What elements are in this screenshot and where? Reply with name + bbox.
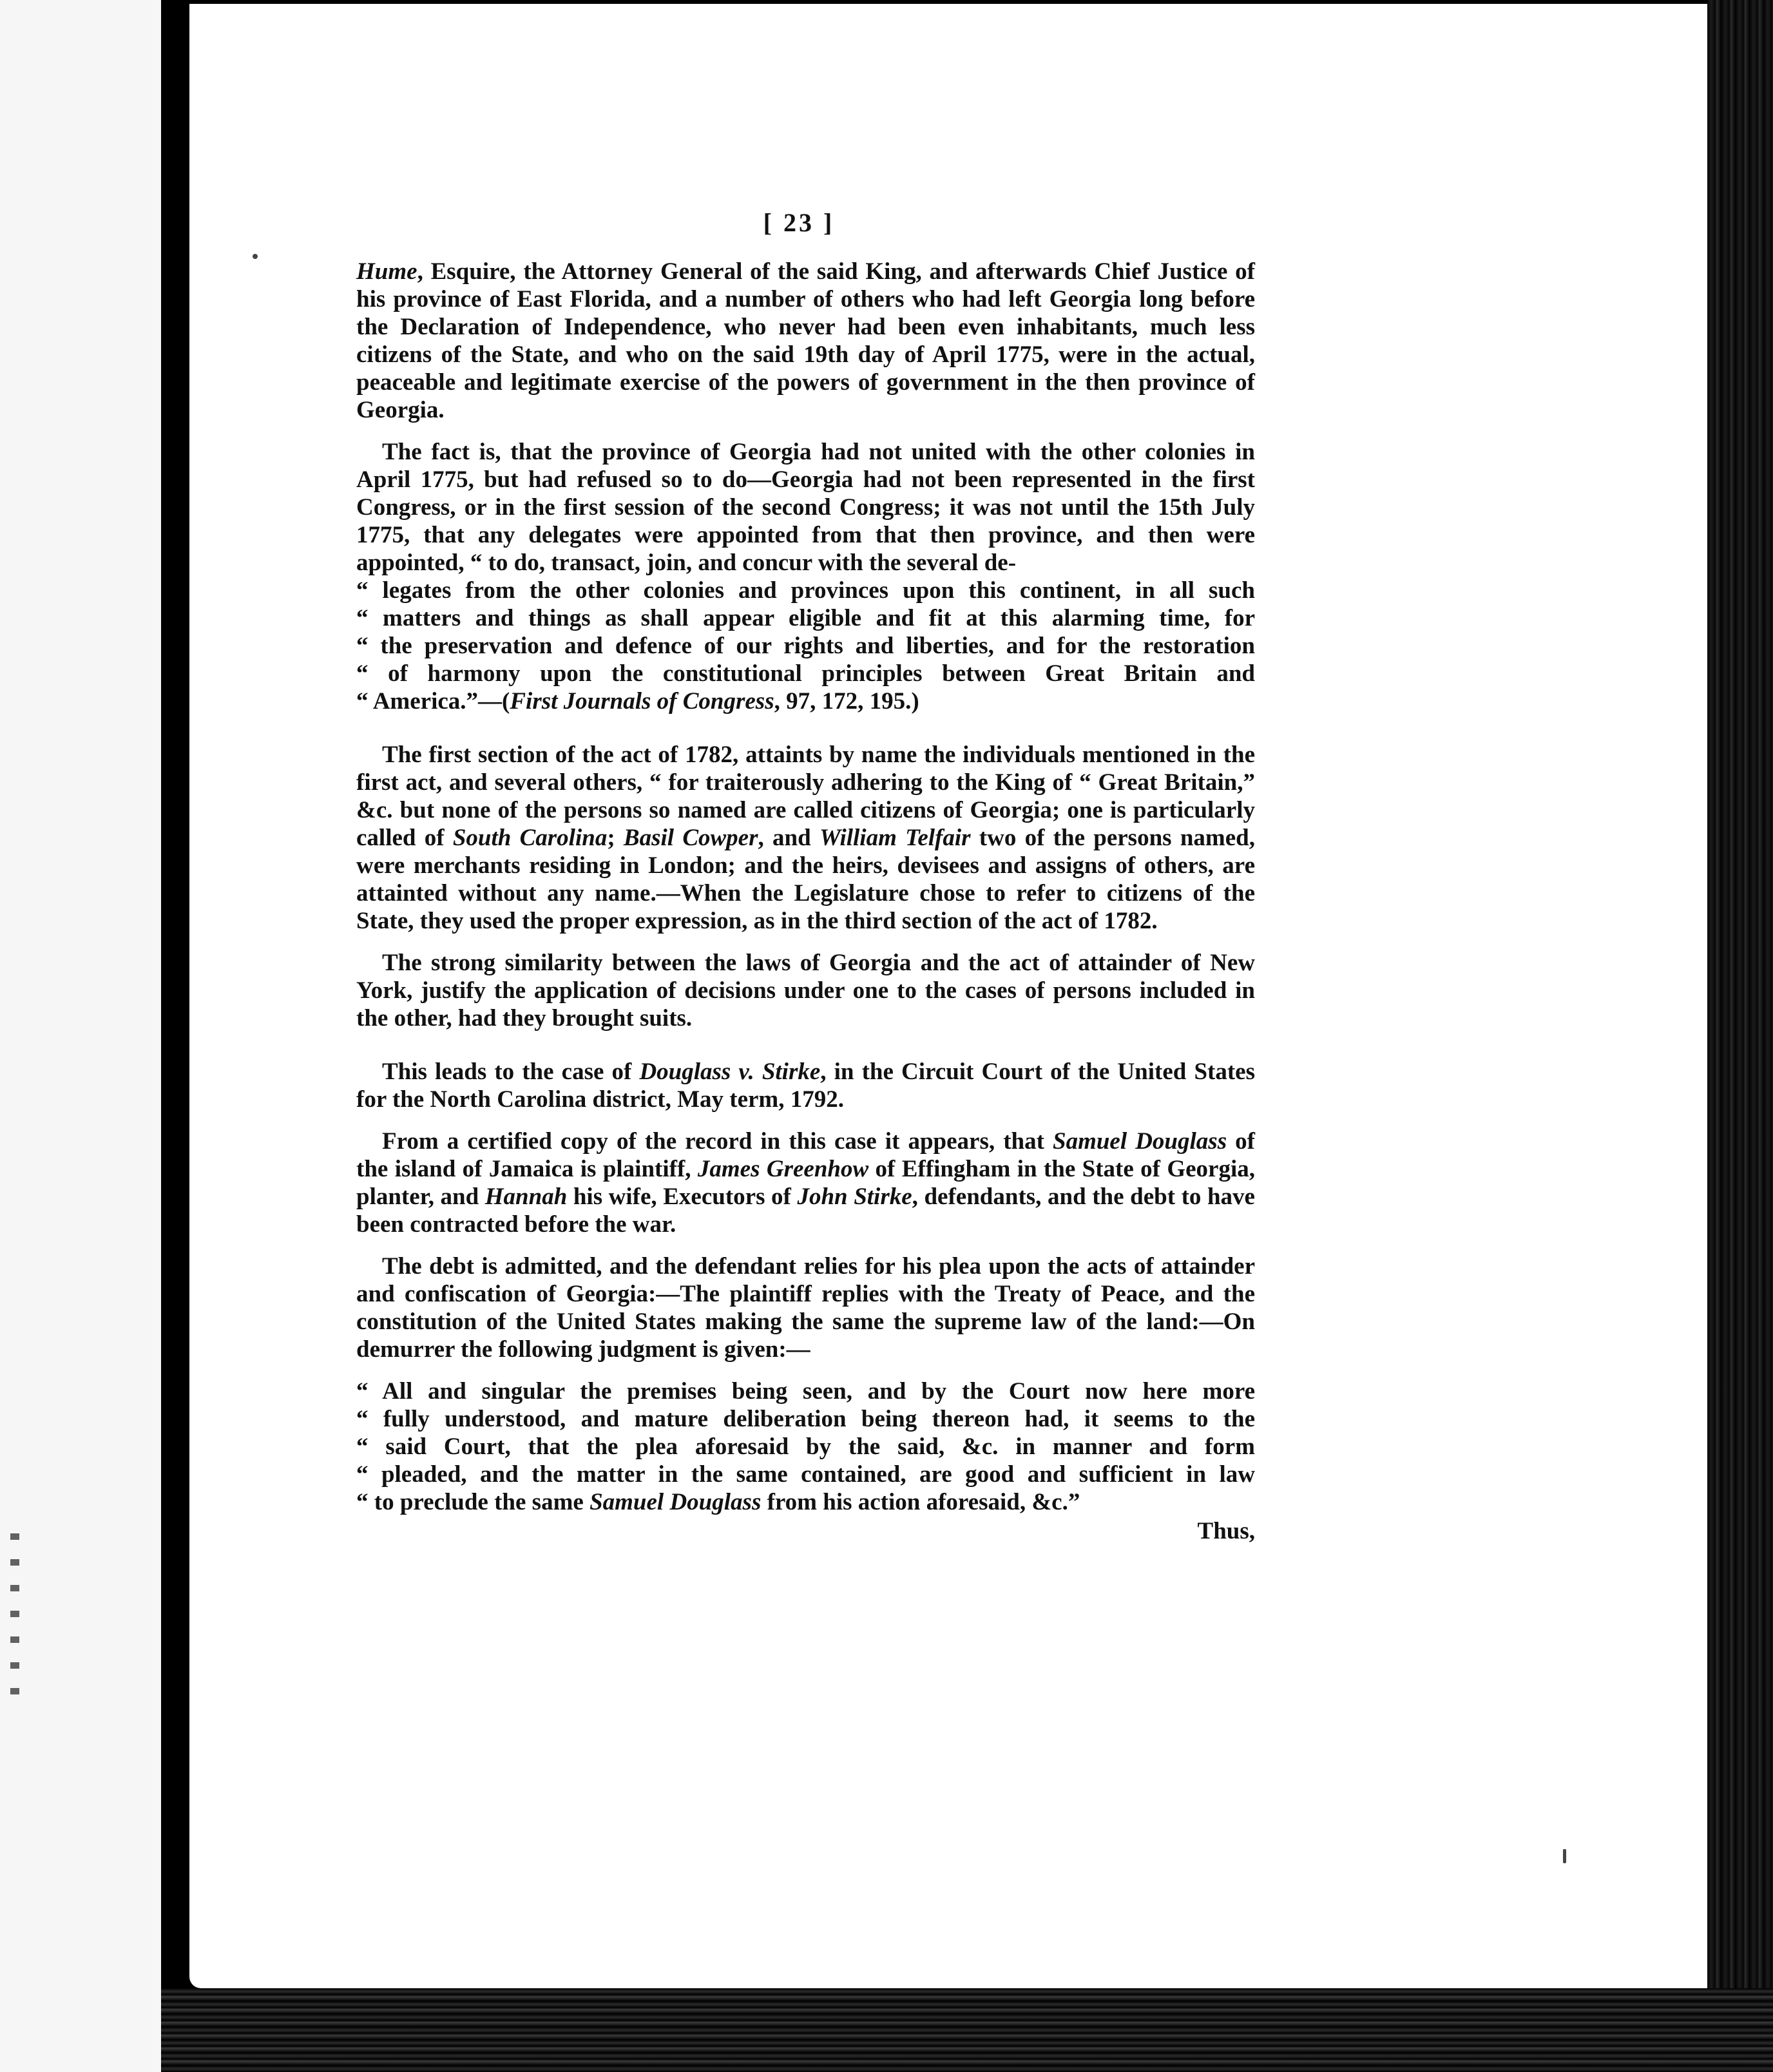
italic-name: John Stirke: [797, 1184, 912, 1210]
text-run: ;: [607, 825, 624, 851]
body-text: [356, 258, 1255, 1545]
catchword: Thus,: [1197, 1518, 1255, 1544]
quote-judgment: [356, 1377, 1255, 1488]
quote-judgment-tail: from his action aforesaid, &c.”: [761, 1489, 1080, 1515]
ink-speck: [253, 254, 258, 259]
quote-line: “ matters and things as shall appear eligible and fit at this alarming time, for: [356, 605, 1255, 631]
paragraph-douglass-case: [356, 1058, 1255, 1113]
text-run: The first section of the act of 1782, attaints by name the individuals mentioned in the first act, and several others, “ for traiterously adhering to the King of “ Great Britain,” &c. but none of the persons so named are called citizens of Georgia; one is particularly called of: [356, 742, 1255, 851]
italic-name: South Carolina: [452, 825, 608, 851]
paragraph-new-york-attainder: [356, 949, 1255, 1032]
italic-name: William Telfair: [819, 825, 971, 851]
paragraph-act-of-1782: [356, 741, 1255, 935]
page-stack-right-edge: [1707, 0, 1773, 2072]
italic-name: Samuel Douglass: [1053, 1128, 1227, 1155]
text-run: The strong similarity between the laws of Georgia and the act of attainder of New York, justify the application of decisions under one to the cases of persons included in the other, had they brought suits.: [356, 950, 1255, 1031]
quote-judgment-name: Samuel Douglass: [589, 1489, 762, 1515]
quote-judgment-lead: “ to preclude the same: [356, 1489, 590, 1515]
italic-name: Hume: [356, 258, 417, 285]
text-run: The fact is, that the province of Georgia had not united with the other colonies in April 1775, but had refused so to do—Georgia had not been represented in the first Congress, or in the first session of the second Congress; it was not until the 15th July 1775, that any delegates were appointed from that then province, and then were appointed, “ to do, transact, join, and concur with the several de-: [356, 439, 1255, 576]
quote-journals-last-line: [356, 687, 1255, 715]
quote-journals-lead: “ America.”—(: [356, 688, 510, 715]
text-run: From a certified copy of the record in this case it appears, that: [382, 1128, 1053, 1155]
paragraph-hume: [356, 258, 1255, 424]
quote-line: “ said Court, that the plea aforesaid by the said, &c. in manner and form: [356, 1434, 1255, 1460]
text-run: two of the persons named, were merchants residing in London; and the heirs, devisees and assigns of others, are attainted without any name.—When the Legislature chose to refer to citizens of the State, they used the proper expression, as in the third section of the act of 1782.: [356, 825, 1255, 934]
italic-name: Basil Cowper: [623, 825, 758, 851]
text-run: This leads to the case of: [382, 1059, 640, 1085]
quote-line: “ fully understood, and mature deliberation being thereon had, it seems to the: [356, 1406, 1255, 1432]
ink-speck: [1563, 1849, 1566, 1863]
quote-line: “ All and singular the premises being seen, and by the Court now here more: [356, 1378, 1255, 1405]
italic-name: Hannah: [484, 1184, 568, 1210]
paragraph-georgia-colonies: [356, 438, 1255, 577]
quote-line: “ of harmony upon the constitutional principles between Great Britain and: [356, 660, 1255, 687]
paragraph-debt-admitted: [356, 1252, 1255, 1363]
quote-line: “ legates from the other colonies and provinces upon this continent, in all such: [356, 577, 1255, 604]
text-run: , in the Circuit Court of the United States for the North Carolina district, May term, 1792.: [356, 1059, 1255, 1113]
facing-page-edge: [0, 0, 161, 2072]
book-gutter: [161, 0, 189, 2072]
text-run: , defendants, and the debt to have been contracted before the war.: [356, 1184, 1255, 1238]
text-run: The debt is admitted, and the defendant relies for his plea upon the acts of attainder and confiscation of Georgia:—The plaintiff replies with the Treaty of Peace, and the constitution of the United States making the same the supreme law of the land:—On demurrer the following judgment is given:—: [356, 1253, 1255, 1363]
page-number: [ 23 ]: [763, 208, 835, 237]
text-run: his wife, Executors of: [567, 1184, 798, 1210]
italic-name: Douglass v. Stirke: [639, 1059, 821, 1085]
text-run: of Effingham in the State of Georgia, planter, and: [356, 1156, 1255, 1210]
italic-name: James Greenhow: [697, 1156, 869, 1182]
quote-journals-pages: , 97, 172, 195.): [774, 688, 919, 715]
margin-marks: [10, 1533, 19, 1707]
quote-journals: [356, 577, 1255, 687]
text-run: , and: [758, 825, 819, 851]
text-run: of the island of Jamaica is plaintiff,: [356, 1128, 1255, 1182]
quote-line: “ the preservation and defence of our rights and liberties, and for the restoration: [356, 633, 1255, 659]
quote-journals-citation: First Journals of Congress: [510, 688, 774, 715]
quote-judgment-last-line: [356, 1488, 1255, 1516]
page-stack-bottom-edge: [161, 1988, 1773, 2072]
quote-line: “ pleaded, and the matter in the same contained, are good and sufficient in law: [356, 1461, 1255, 1488]
paragraph-certified-copy: [356, 1127, 1255, 1238]
text-run: , Esquire, the Attorney General of the said King, and afterwards Chief Justice of his province of East Florida, and a number of others who had left Georgia long before the Declaration of Independence, who never had been even inhabitants, much less citizens of the State, and who on the said 19th day of April 1775, were in the actual, peaceable and legitimate exercise of the powers of government in the then province of Georgia.: [356, 258, 1255, 423]
